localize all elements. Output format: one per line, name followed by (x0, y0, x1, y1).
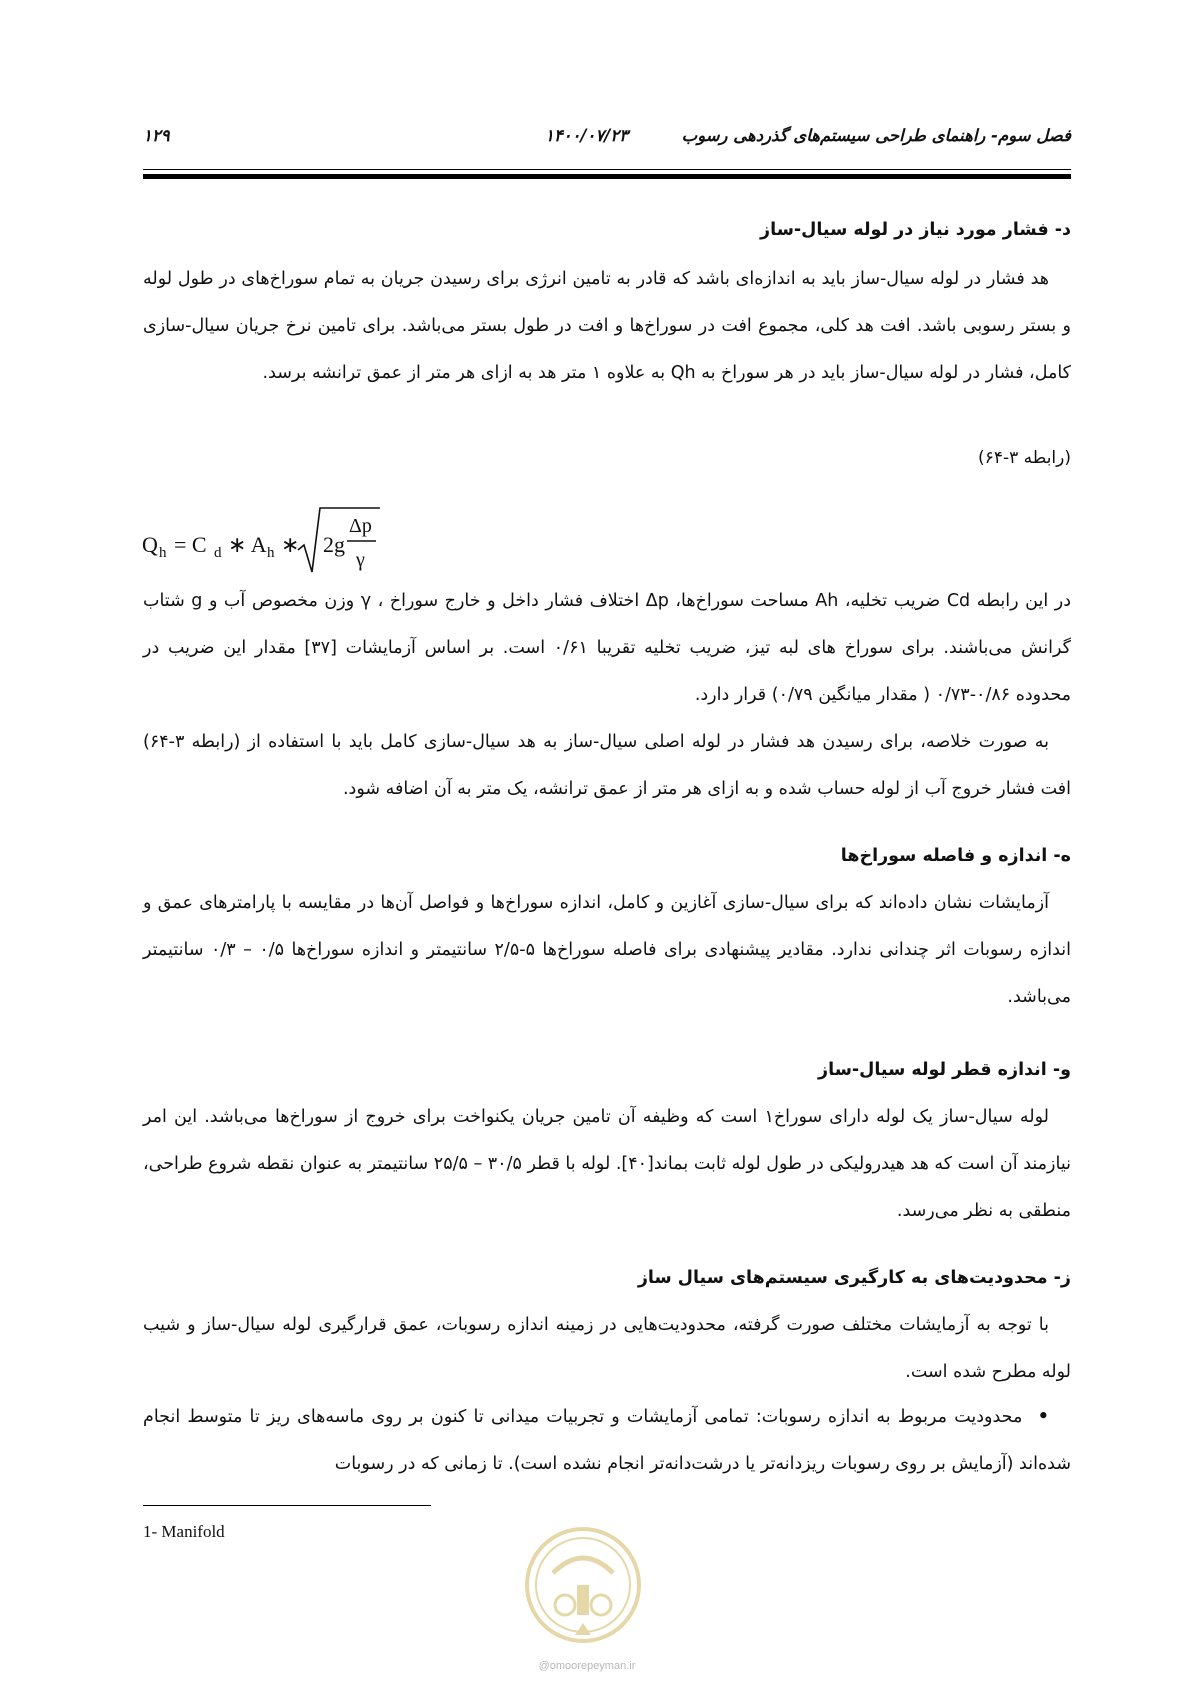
header-rule-thick (143, 174, 1071, 179)
section-d-paragraph-2: در این رابطه Cd ضریب تخلیه، Ah مساحت سوراخ‌ها، Δp اختلاف فشار داخل و خارج سوراخ ، γ وزن مخصوص آب و g شتاب گرانش می‌باشند. برای سوراخ های لبه تیز، ضریب تخلیه تقریبا ۰/۶۱ است. بر اساس آزمایشات [۳۷] مقدار این ضریب در محدوده ۰/۸۶-۰/۷۳ ( مقدار میانگین ۰/۷۹) قرار دارد. (143, 591, 1072, 705)
section-f-paragraph-1: لوله سیال-ساز یک لوله دارای سوراخ۱ است که وظیفه آن تامین جریان یکنواخت برای خروج از سوراخ‌ها می‌باشد. این امر نیازمند آن است که هد هیدرولیکی در طول لوله ثابت بماند[۴۰]. لوله با قطر ۳۰/۵ – ۲۵/۵ سانتیمتر به عنوان نقطه شروع طراحی، منطقی به نظر می‌رسد. (143, 1107, 1071, 1221)
svg-text:= C: = C (174, 532, 207, 557)
footnote-rule (143, 1505, 431, 1506)
bullet-dot-icon: • (1022, 1407, 1049, 1427)
svg-text:Q: Q (142, 532, 158, 557)
svg-text:d: d (214, 545, 222, 561)
section-heading-g: ز- محدودیت‌های به کارگیری سیستم‌های سیال ساز (637, 1268, 1071, 1288)
chapter-title: فصل سوم- راهنمای طراحی سیستم‌های گذردهی رسوب (681, 126, 1071, 145)
equation-reference: (رابطه ۳-۶۴) (978, 448, 1071, 468)
svg-text:∗ A: ∗ A (228, 532, 267, 557)
section-heading-e: ه- اندازه و فاصله سوراخ‌ها (840, 846, 1071, 866)
section-heading-d: د- فشار مورد نیاز در لوله سیال-ساز (760, 220, 1071, 240)
bullet-item (143, 1394, 1071, 1488)
svg-text:∗: ∗ (281, 532, 300, 557)
footnote: 1- Manifold (143, 1522, 225, 1541)
section-g-paragraph-1: با توجه به آزمایشات مختلف صورت گرفته، محدودیت‌هایی در زمینه اندازه رسوبات، عمق قرارگیری لوله سیال-ساز و شیب لوله مطرح شده است. (143, 1315, 1071, 1382)
section-e-paragraph-1: آزمایشات نشان داده‌اند که برای سیال-سازی آغازین و کامل، اندازه سوراخ‌ها و فواصل آن‌ها در مقایسه با پارامترهای عمق و اندازه رسوبات اثر چندانی ندارد. مقادیر پیشنهادی برای فاصله سوراخ‌ها ۵-۲/۵ سانتیمتر و اندازه سوراخ‌ها ۰/۵ – ۰/۳ سانتیمتر می‌باشد. (143, 893, 1071, 1007)
bullet-text: محدودیت مربوط به اندازه رسوبات: تمامی آزمایشات و تجربیات میدانی تا کنون بر روی ماسه‌های ریز تا متوسط انجام شده‌اند (آزمایش بر روی رسوبات ریزدانه‌تر یا درشت‌دانه‌تر انجام نشده است). تا زمانی که در رسوبات (143, 1407, 1071, 1474)
page-number: ۱۲۹ (143, 126, 170, 145)
header-date: ۱۴۰۰/۰۷/۲۳ (545, 126, 628, 145)
svg-text:h: h (159, 545, 167, 561)
header-rule-thin (143, 169, 1071, 170)
section-d-paragraph-1: هد فشار در لوله سیال-ساز باید به اندازه‌ای باشد که قادر به تامین انرژی برای رسیدن جریان به تمام سوراخ‌های در طول لوله و بستر رسوبی باشد. افت هد کلی، مجموع افت در سوراخ‌ها و افت در طول بستر می‌باشد. برای تامین نرخ جریان سیال-سازی کامل، فشار در لوله سیال-ساز باید در هر سوراخ به Qh به علاوه ۱ متر هد به ازای هر متر از عمق ترانشه برسد. (143, 269, 1071, 383)
equation-formula (140, 500, 400, 580)
svg-text:γ: γ (356, 549, 365, 571)
watermark-seal-icon (523, 1525, 643, 1645)
svg-text:2g: 2g (323, 532, 345, 557)
section-heading-f: و- اندازه قطر لوله سیال-ساز (818, 1060, 1071, 1080)
svg-text:Δp: Δp (349, 515, 372, 537)
watermark-text: @omoorepeyman.ir (538, 1660, 636, 1672)
svg-text:h: h (267, 545, 275, 561)
section-d-paragraph-3: به صورت خلاصه، برای رسیدن هد فشار در لوله اصلی سیال-ساز به هد سیال-سازی کامل باید با استفاده از (رابطه ۳-۶۴) افت فشار خروج آب از لوله حساب شده و به ازای هر متر از عمق ترانشه، یک متر به آن اضافه شود. (143, 732, 1071, 799)
